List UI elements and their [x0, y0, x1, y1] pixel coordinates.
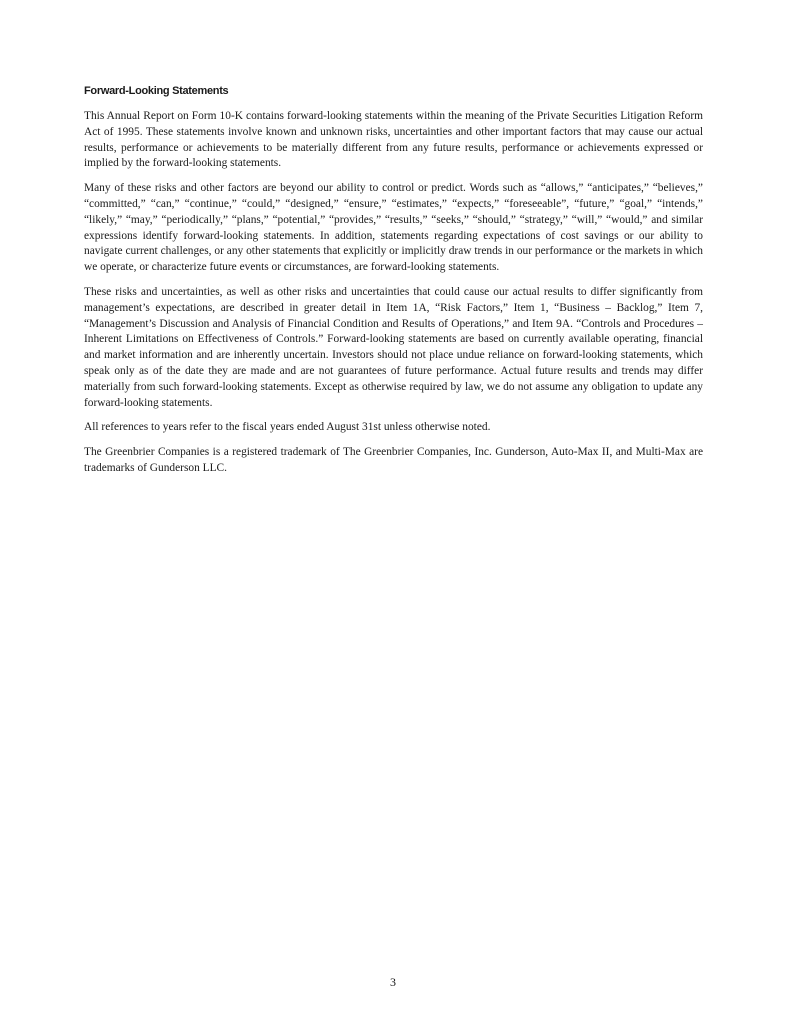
section-heading: Forward-Looking Statements — [84, 85, 229, 97]
paragraph-fiscal-years: All references to years refer to the fiscal years ended August 31st unless otherwise noted. — [84, 421, 491, 434]
page-number: 3 — [390, 975, 396, 989]
document-page — [84, 84, 703, 486]
paragraph-trademarks: The Greenbrier Companies is a registered trademark of The Greenbrier Companies, Inc. Gunderson, Auto-Max II, and Multi-Max are trademarks of Gunderson LLC. — [84, 446, 703, 474]
paragraph-risk-words: Many of these risks and other factors are beyond our ability to control or predict. Words such as “allows,” “anticipates,” “believes,” “committed,” “can,” “continue,” “could,” “designed,” “ensure,” “estimates,” “expects,” “foreseeable”, “future,” “goal,” “intends,” “likely,” “may,” “periodically,” “plans,” “potential,” “provides,” “results,” “seeks,” “should,” “strategy,” “will,” “would,” and similar expressions identify forward-looking statements. In addition, statements regarding expectations of cost savings or our ability to navigate current challenges, or any other statements that explicitly or implicitly draw trends in our performance or the markets in which we operate, or characterize future events or circumstances, are forward-looking statements. — [84, 182, 703, 274]
paragraph-intro: This Annual Report on Form 10-K contains forward-looking statements within the meaning of the Private Securities Litigation Reform Act of 1995. These statements involve known and unknown risks, uncertainties and other important factors that may cause our actual results, performance or achievements to be materially different from any future results, performance or achievements expressed or implied by the forward-looking statements. — [84, 110, 703, 170]
paragraph-risk-details: These risks and uncertainties, as well as other risks and uncertainties that could cause our actual results to differ significantly from management’s expectations, are described in greater detail in Item 1A, “Risk Factors,” Item 1, “Business – Backlog,” Item 7, “Management’s Discussion and Analysis of Financial Condition and Results of Operations,” and Item 9A. “Controls and Procedures – Inherent Limitations on Effectiveness of Controls.” Forward-looking statements are based on currently available operating, financial and market information and are inherently uncertain. Investors should not place undue reliance on forward-looking statements, which speak only as of the date they are made and are not guarantees of future performance. Actual future results and trends may differ materially from such forward-looking statements. Except as otherwise required by law, we do not assume any obligation to update any forward-looking statements. — [84, 285, 703, 409]
